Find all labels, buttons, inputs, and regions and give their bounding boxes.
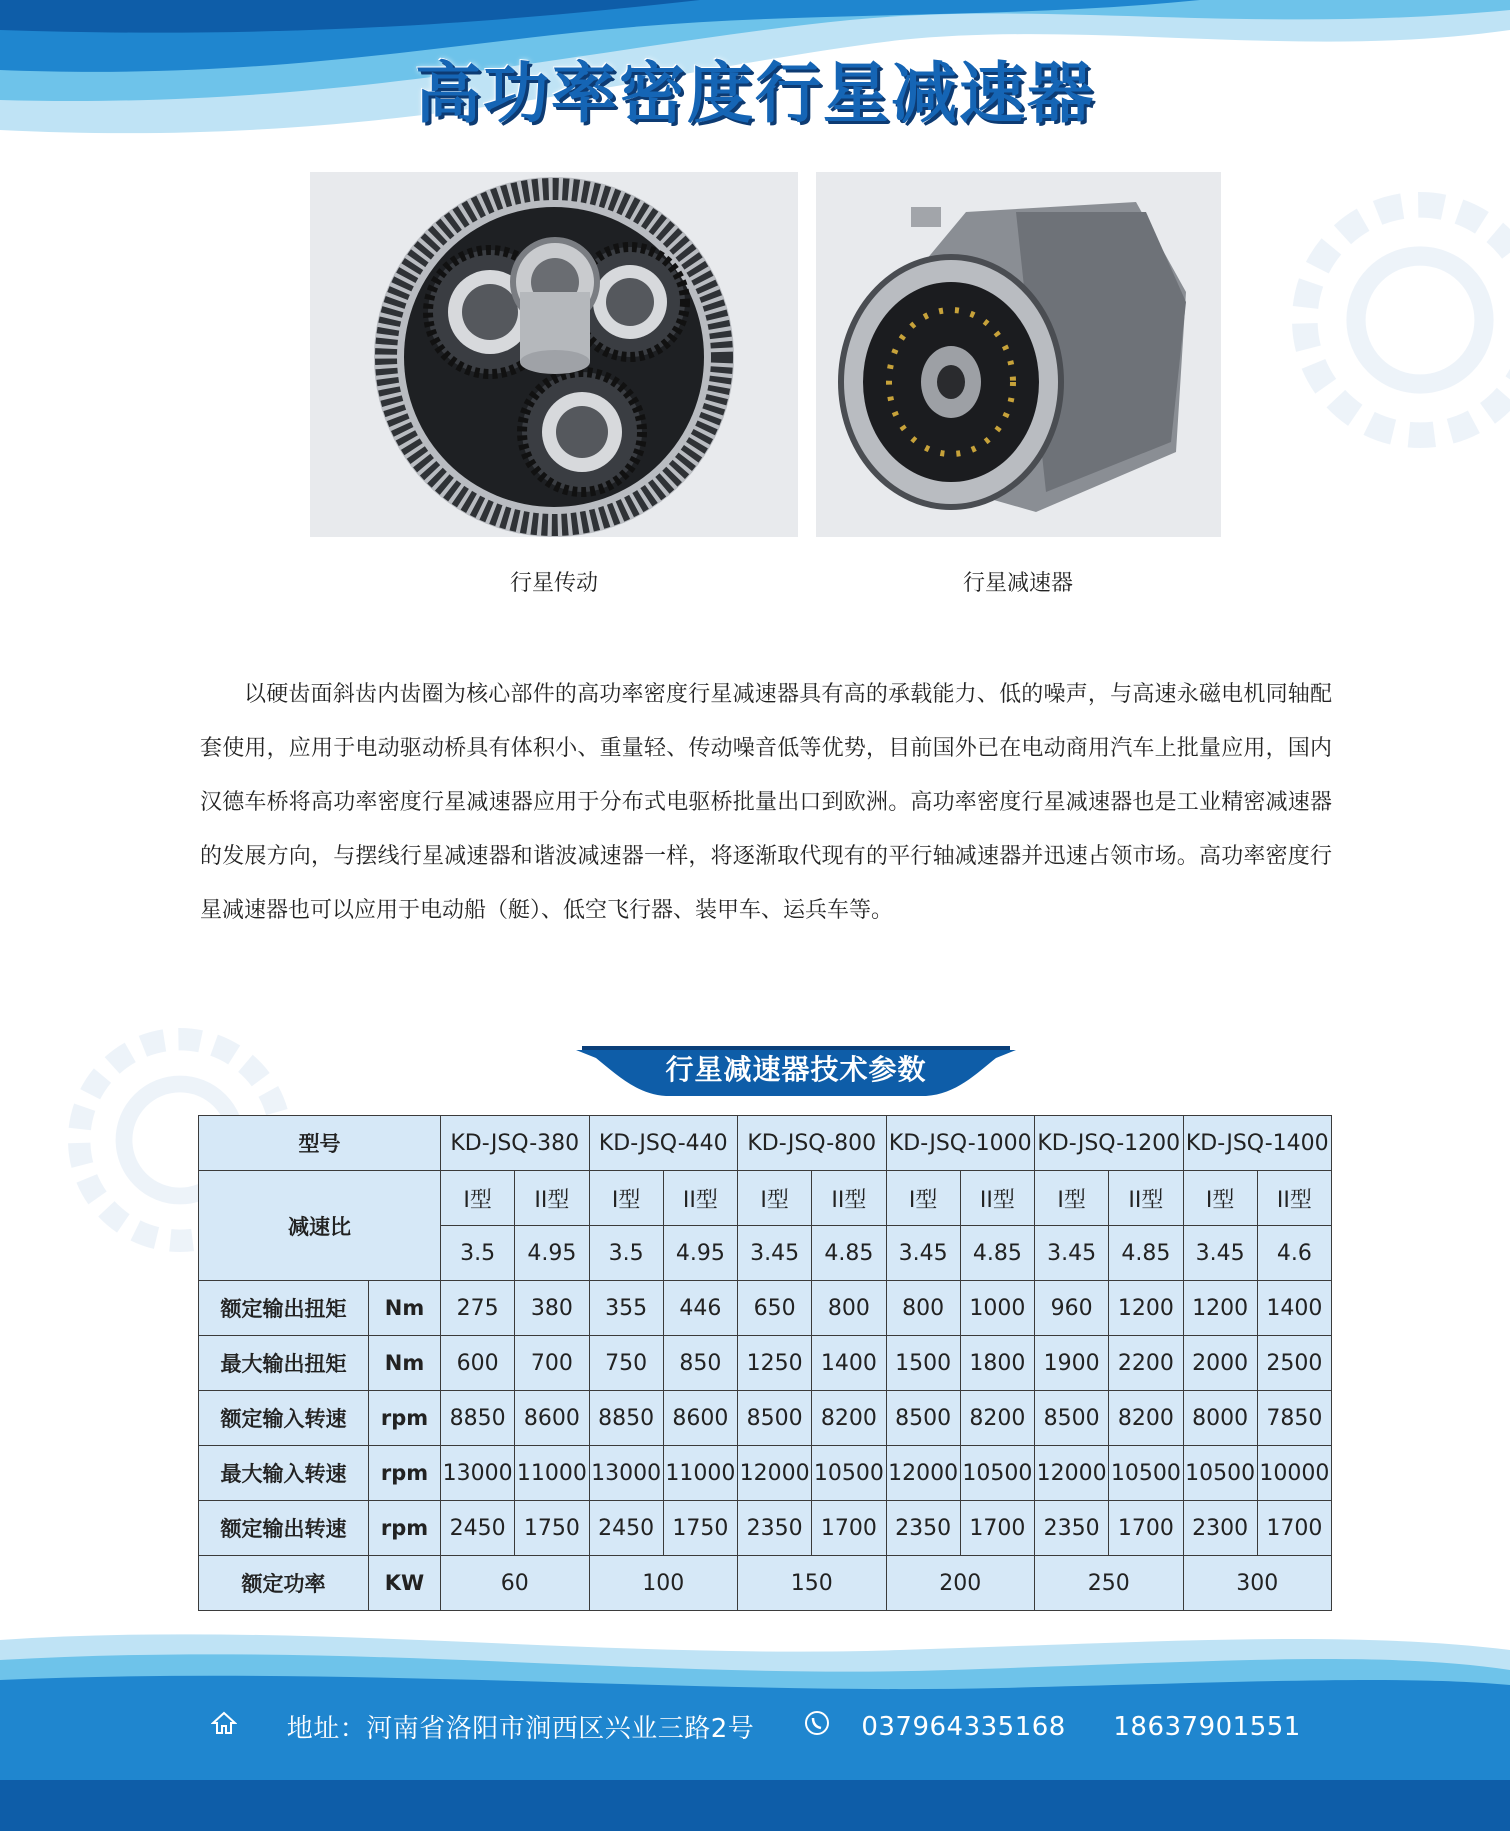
row-unit: Nm	[369, 1336, 441, 1391]
value-cell: 850	[663, 1336, 737, 1391]
value-cell: 800	[812, 1281, 886, 1336]
ratio-cell: 3.45	[886, 1226, 960, 1281]
footer-contact	[0, 1708, 1510, 1745]
value-cell: 10000	[1257, 1446, 1331, 1501]
value-cell: 2200	[1109, 1336, 1183, 1391]
value-cell: 750	[589, 1336, 663, 1391]
model-cell: KD-JSQ-1000	[886, 1116, 1035, 1171]
ratio-cell: 4.85	[812, 1226, 886, 1281]
value-cell: 2350	[886, 1501, 960, 1556]
model-cell: KD-JSQ-1400	[1183, 1116, 1332, 1171]
value-cell: 12000	[738, 1446, 812, 1501]
description-paragraph	[200, 668, 1332, 938]
value-cell: 13000	[589, 1446, 663, 1501]
planetary-reducer-photo	[816, 172, 1221, 537]
planetary-reducer-illustration	[816, 172, 1221, 537]
value-cell: 2450	[589, 1501, 663, 1556]
value-cell: 1750	[663, 1501, 737, 1556]
type-cell: I型	[738, 1171, 812, 1226]
model-header: 型号	[199, 1116, 441, 1171]
ratio-cell: 4.95	[663, 1226, 737, 1281]
row-label: 额定输入转速	[199, 1391, 369, 1446]
phone-icon	[802, 1710, 832, 1743]
ratio-cell: 4.95	[515, 1226, 589, 1281]
table-banner-title: 行星减速器技术参数	[665, 1053, 927, 1086]
value-cell: 8850	[589, 1391, 663, 1446]
value-cell: 600	[441, 1336, 515, 1391]
power-unit: KW	[369, 1556, 441, 1611]
value-cell: 10500	[1109, 1446, 1183, 1501]
row-unit: rpm	[369, 1446, 441, 1501]
type-cell: II型	[1257, 1171, 1331, 1226]
model-cell: KD-JSQ-440	[589, 1116, 738, 1171]
value-cell: 2500	[1257, 1336, 1331, 1391]
type-cell: I型	[589, 1171, 663, 1226]
value-cell: 1700	[812, 1501, 886, 1556]
power-cell: 200	[886, 1556, 1035, 1611]
footer-phone-1: 037964335168	[861, 1711, 1066, 1742]
value-cell: 8000	[1183, 1391, 1257, 1446]
row-unit: rpm	[369, 1501, 441, 1556]
value-cell: 13000	[441, 1446, 515, 1501]
value-cell: 8600	[515, 1391, 589, 1446]
value-cell: 8200	[1109, 1391, 1183, 1446]
value-cell: 8500	[886, 1391, 960, 1446]
value-cell: 8200	[960, 1391, 1034, 1446]
type-cell: I型	[441, 1171, 515, 1226]
row-label: 最大输出扭矩	[199, 1336, 369, 1391]
value-cell: 1750	[515, 1501, 589, 1556]
value-cell: 1500	[886, 1336, 960, 1391]
power-cell: 150	[738, 1556, 887, 1611]
power-cell: 300	[1183, 1556, 1332, 1611]
value-cell: 11000	[663, 1446, 737, 1501]
type-cell: I型	[1183, 1171, 1257, 1226]
image-caption-planetary-reducer: 行星减速器	[962, 571, 1073, 596]
model-cell: KD-JSQ-800	[738, 1116, 887, 1171]
value-cell: 10500	[1183, 1446, 1257, 1501]
model-cell: KD-JSQ-1200	[1035, 1116, 1184, 1171]
ratio-cell: 3.45	[738, 1226, 812, 1281]
row-unit: rpm	[369, 1391, 441, 1446]
power-cell: 60	[441, 1556, 590, 1611]
value-cell: 446	[663, 1281, 737, 1336]
planetary-gear-illustration	[310, 172, 798, 537]
table-row	[199, 1281, 1332, 1336]
value-cell: 2450	[441, 1501, 515, 1556]
value-cell: 1250	[738, 1336, 812, 1391]
row-label: 额定输出扭矩	[199, 1281, 369, 1336]
ratio-cell: 4.6	[1257, 1226, 1331, 1281]
table-row	[199, 1391, 1332, 1446]
value-cell: 12000	[886, 1446, 960, 1501]
value-cell: 1800	[960, 1336, 1034, 1391]
table-row	[199, 1556, 1332, 1611]
value-cell: 2350	[738, 1501, 812, 1556]
value-cell: 2000	[1183, 1336, 1257, 1391]
value-cell: 1400	[812, 1336, 886, 1391]
description-text: 以硬齿面斜齿内齿圈为核心部件的高功率密度行星减速器具有高的承载能力、低的噪声，与高速永磁电机同轴配套使用，应用于电动驱动桥具有体积小、重量轻、传动噪音低等优势，目前国外已在电动商用汽车上批量应用，国内汉德车桥将高功率密度行星减速器应用于分布式电驱桥批量出口到欧洲。高功率密度行星减速器也是工业精密减速器的发展方向，与摆线行星减速器和谐波减速器一样，将逐渐取代现有的平行轴减速器并迅速占领市场。高功率密度行星减速器也可以应用于电动船（艇）、低空飞行器、装甲车、运兵车等。	[200, 682, 1332, 923]
value-cell: 1700	[1109, 1501, 1183, 1556]
table-row	[199, 1116, 1332, 1171]
power-label: 额定功率	[199, 1556, 369, 1611]
home-icon	[209, 1711, 239, 1742]
value-cell: 10500	[960, 1446, 1034, 1501]
image-caption-planetary-transmission: 行星传动	[509, 571, 598, 596]
value-cell: 8200	[812, 1391, 886, 1446]
ratio-header: 减速比	[199, 1171, 441, 1281]
value-cell: 1200	[1109, 1281, 1183, 1336]
value-cell: 700	[515, 1336, 589, 1391]
value-cell: 1200	[1183, 1281, 1257, 1336]
type-cell: I型	[886, 1171, 960, 1226]
value-cell: 12000	[1035, 1446, 1109, 1501]
value-cell: 1700	[960, 1501, 1034, 1556]
spec-data-rows	[199, 1281, 1332, 1556]
type-cell: II型	[1109, 1171, 1183, 1226]
type-cell: II型	[663, 1171, 737, 1226]
planetary-gear-photo	[310, 172, 798, 537]
ratio-cell: 3.45	[1035, 1226, 1109, 1281]
table-row	[199, 1171, 1332, 1226]
value-cell: 650	[738, 1281, 812, 1336]
ratio-cell: 3.5	[589, 1226, 663, 1281]
table-row	[199, 1446, 1332, 1501]
type-cell: II型	[812, 1171, 886, 1226]
type-cell: II型	[515, 1171, 589, 1226]
footer-phone-2: 18637901551	[1113, 1711, 1301, 1742]
value-cell: 8500	[738, 1391, 812, 1446]
value-cell: 1000	[960, 1281, 1034, 1336]
row-unit: Nm	[369, 1281, 441, 1336]
spec-table	[198, 1115, 1332, 1611]
value-cell: 275	[441, 1281, 515, 1336]
value-cell: 380	[515, 1281, 589, 1336]
value-cell: 8500	[1035, 1391, 1109, 1446]
value-cell: 2350	[1035, 1501, 1109, 1556]
gear-watermark-right	[1260, 160, 1510, 480]
type-cell: II型	[960, 1171, 1034, 1226]
model-cell: KD-JSQ-380	[441, 1116, 590, 1171]
value-cell: 8600	[663, 1391, 737, 1446]
value-cell: 7850	[1257, 1391, 1331, 1446]
value-cell: 800	[886, 1281, 960, 1336]
value-cell: 355	[589, 1281, 663, 1336]
ratio-cell: 3.45	[1183, 1226, 1257, 1281]
ratio-cell: 3.5	[441, 1226, 515, 1281]
power-cell: 100	[589, 1556, 738, 1611]
value-cell: 1900	[1035, 1336, 1109, 1391]
row-label: 额定输出转速	[199, 1501, 369, 1556]
row-label: 最大输入转速	[199, 1446, 369, 1501]
ratio-cell: 4.85	[960, 1226, 1034, 1281]
value-cell: 1700	[1257, 1501, 1331, 1556]
page-title: 高功率密度行星减速器	[415, 55, 1095, 132]
value-cell: 2300	[1183, 1501, 1257, 1556]
value-cell: 960	[1035, 1281, 1109, 1336]
value-cell: 1400	[1257, 1281, 1331, 1336]
ratio-cell: 4.85	[1109, 1226, 1183, 1281]
table-row	[199, 1336, 1332, 1391]
value-cell: 10500	[812, 1446, 886, 1501]
value-cell: 11000	[515, 1446, 589, 1501]
footer-address: 地址：河南省洛阳市涧西区兴业三路2号	[286, 1714, 755, 1744]
power-cell: 250	[1035, 1556, 1184, 1611]
table-row	[199, 1501, 1332, 1556]
type-cell: I型	[1035, 1171, 1109, 1226]
value-cell: 8850	[441, 1391, 515, 1446]
